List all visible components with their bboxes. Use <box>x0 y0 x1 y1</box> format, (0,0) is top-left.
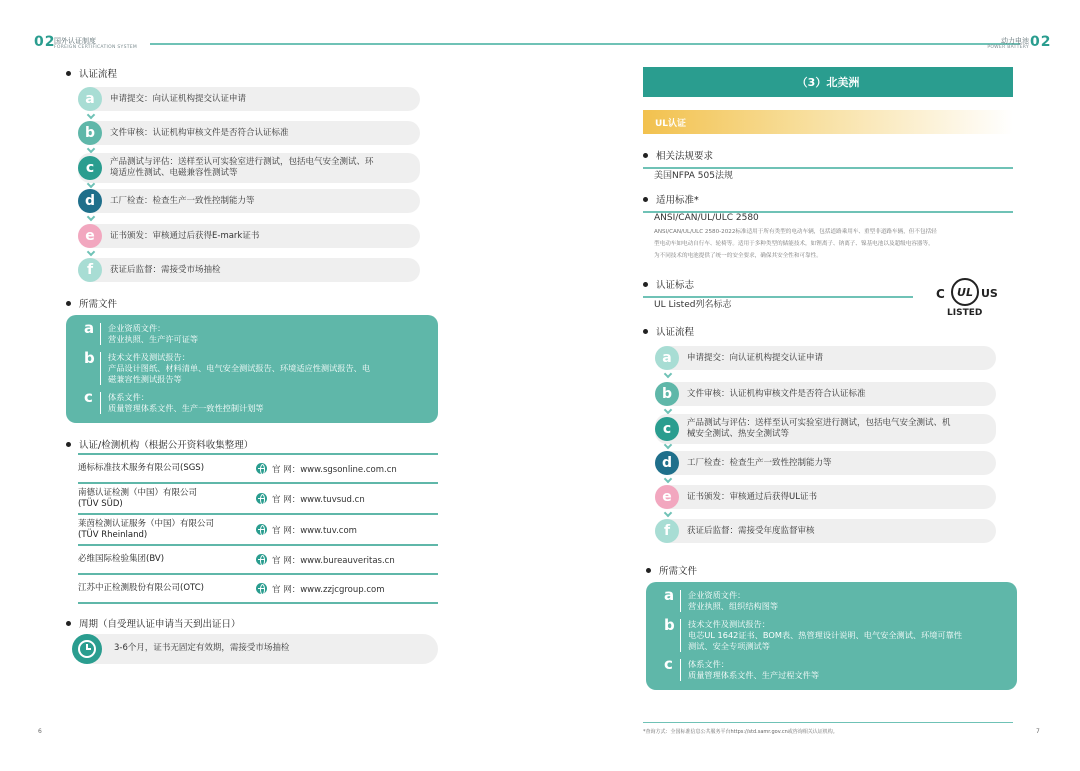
ul-section-bar <box>643 110 1013 134</box>
region-title: （3）北美洲 <box>643 67 1013 97</box>
std-desc-line3: 为不同技术的电池提供了统一的安全要求，确保其安全性和可靠性。 <box>654 253 822 259</box>
globe-icon <box>256 583 267 594</box>
org-name: 江苏中正检测股份有限公司(OTC) <box>78 583 204 593</box>
org-row <box>78 575 438 604</box>
left-step-d-text: 工厂检查：检查生产一致性控制能力等 <box>110 195 255 206</box>
left-step-f <box>78 258 420 282</box>
right-docs-title: 所需文件 <box>659 566 698 577</box>
org-row <box>78 546 438 575</box>
footer-rule <box>643 722 1013 723</box>
divider <box>100 392 101 414</box>
left-chapter-title: 国外认证制度 <box>54 37 96 45</box>
ul-section-title: UL认证 <box>655 119 687 129</box>
left-step-b-badge: b <box>78 121 102 145</box>
reg-text: 美国NFPA 505法规 <box>654 171 733 181</box>
right-doc-b-detail2: 测试、安全专项测试等 <box>688 641 770 651</box>
left-doc-c-title: 体系文件： <box>108 392 149 402</box>
left-doc-a-title: 企业资质文件： <box>108 323 166 333</box>
org-website[interactable]: 官 网：www.tuv.com <box>272 526 357 536</box>
std-desc-line1: ANSI/CAN/UL/ULC 2580-2022标准适用于所有类型的电动车辆，包括道路乘用车、重型非道路车辆，但不包括轻 <box>654 229 937 235</box>
left-step-a-text: 申请提交：向认证机构提交认证申请 <box>110 93 247 104</box>
logo-c: C <box>936 287 945 301</box>
divider <box>680 590 681 612</box>
period-box <box>78 634 438 664</box>
right-docs-heading <box>646 563 697 577</box>
org-name: 南德认证检测（中国）有限公司 <box>78 488 198 498</box>
left-chapter-subtitle: FOREIGN CERTIFICATION SYSTEM <box>54 45 138 50</box>
right-chapter-title: 动力电池 <box>1001 37 1029 45</box>
mark-title: 认证标志 <box>656 280 695 291</box>
right-step-a-text: 申请提交：向认证机构提交认证申请 <box>687 352 824 363</box>
right-step-e-badge: e <box>655 485 679 509</box>
right-step-d <box>655 451 996 475</box>
divider <box>680 659 681 681</box>
left-doc-b-letter: b <box>84 349 95 367</box>
org-name-en: (TÜV SÜD) <box>78 499 123 509</box>
left-step-e <box>78 224 420 248</box>
logo-us: US <box>981 287 998 300</box>
mark-heading <box>643 277 913 298</box>
right-step-c-text <box>687 418 951 440</box>
bullet-dot <box>646 568 651 573</box>
std-name: ANSI/CAN/UL/ULC 2580 <box>654 213 759 223</box>
left-step-e-text: 证书颁发：审核通过后获得E-mark证书 <box>110 230 260 241</box>
right-page-number: 7 <box>1036 728 1040 735</box>
right-step-c-line1: 产品测试与评估：送样至认可实验室进行测试，包括电气安全测试、机 <box>687 418 951 428</box>
left-doc-b-title: 技术文件及测试报告： <box>108 352 190 362</box>
org-name-en: (TÜV Rheinland) <box>78 530 148 540</box>
bullet-dot <box>643 197 648 202</box>
period-text: 3-6个月，证书无固定有效期，需接受市场抽检 <box>114 643 290 653</box>
right-step-a-badge: a <box>655 346 679 370</box>
right-doc-b-detail: 电芯UL 1642证书、BOM表、热管理设计说明、电气安全测试、环境可靠性 <box>688 630 963 640</box>
right-step-c-line2: 械安全测试、热安全测试等 <box>687 429 790 439</box>
chevron-down-icon <box>87 248 95 256</box>
bullet-dot <box>643 282 648 287</box>
left-step-c <box>78 153 420 183</box>
left-step-b <box>78 121 420 145</box>
org-website[interactable]: 官 网：www.tuvsud.cn <box>272 495 365 505</box>
clock-hand <box>86 644 91 650</box>
left-step-a-badge: a <box>78 87 102 111</box>
bullet-dot <box>66 301 71 306</box>
right-docs-box <box>646 582 1017 690</box>
right-step-f-text: 获证后监督：需接受年度监督审核 <box>687 525 815 536</box>
left-step-f-badge: f <box>78 258 102 282</box>
chevron-down-icon <box>87 111 95 119</box>
footnote: *查询方式：全国标准信息公共服务平台https://std.samr.gov.cn或咨询相关认证机构。 <box>643 729 838 735</box>
org-website[interactable]: 官 网：www.sgsonline.com.cn <box>272 465 397 475</box>
right-step-e-text: 证书颁发：审核通过后获得UL证书 <box>687 491 817 502</box>
left-page-number: 6 <box>38 728 42 735</box>
ul-listed-logo <box>934 276 1000 322</box>
right-chapter-subtitle: POWER BATTERY <box>987 45 1029 50</box>
right-step-b-badge: b <box>655 382 679 406</box>
left-step-c-text <box>110 157 374 179</box>
right-process-heading <box>643 324 694 338</box>
chevron-down-icon <box>664 509 672 517</box>
org-name: 必维国际检验集团(BV) <box>78 554 165 564</box>
left-docs-box <box>66 315 438 423</box>
chevron-down-icon <box>664 475 672 483</box>
right-step-f-badge: f <box>655 519 679 543</box>
left-doc-c-letter: c <box>84 388 93 406</box>
org-name: 通标标准技术服务有限公司(SGS) <box>78 463 205 473</box>
globe-icon <box>256 524 267 535</box>
right-step-b <box>655 382 996 406</box>
logo-listed: LISTED <box>947 308 983 318</box>
chevron-down-icon <box>87 213 95 221</box>
globe-icon <box>256 463 267 474</box>
left-doc-a-letter: a <box>84 319 95 337</box>
right-doc-a-detail: 营业执照、组织结构图等 <box>688 601 779 611</box>
left-step-d <box>78 189 420 213</box>
right-doc-c-title: 体系文件： <box>688 659 729 669</box>
org-row <box>78 484 438 515</box>
clock-icon <box>72 634 102 664</box>
right-step-e <box>655 485 996 509</box>
chevron-down-icon <box>664 370 672 378</box>
bullet-dot <box>643 153 648 158</box>
mark-text: UL Listed列名标志 <box>654 300 732 310</box>
left-step-e-badge: e <box>78 224 102 248</box>
left-doc-c-detail: 质量管理体系文件、生产一致性控制计划等 <box>108 403 264 413</box>
left-orgs-title: 认证/检测机构（根据公开资料收集整理） <box>79 440 254 451</box>
reg-heading <box>643 148 1013 169</box>
right-doc-a-letter: a <box>664 586 675 604</box>
right-doc-b-title: 技术文件及测试报告： <box>688 619 770 629</box>
left-doc-b-detail2: 磁兼容性测试报告等 <box>108 374 182 384</box>
left-period-heading <box>66 616 241 630</box>
left-doc-a-detail: 营业执照、生产许可证等 <box>108 334 199 344</box>
header-rule <box>150 43 1020 45</box>
left-step-b-text: 文件审核：认证机构审核文件是否符合认证标准 <box>110 127 289 138</box>
right-doc-c-detail: 质量管理体系文件、生产过程文件等 <box>688 670 820 680</box>
left-step-f-text: 获证后监督：需接受市场抽检 <box>110 264 221 275</box>
left-step-c-badge: c <box>78 156 102 180</box>
bullet-dot <box>643 329 648 334</box>
chevron-down-icon <box>664 406 672 414</box>
std-heading <box>643 192 1013 213</box>
left-step-c-line1: 产品测试与评估：送样至认可实验室进行测试，包括电气安全测试、环 <box>110 157 374 167</box>
left-step-a <box>78 87 420 111</box>
left-step-d-badge: d <box>78 189 102 213</box>
right-process-title: 认证流程 <box>656 327 695 338</box>
left-chapter-number: 02 <box>34 34 56 50</box>
right-chapter-number: 02 <box>1030 34 1052 50</box>
logo-ul: UL <box>951 278 979 306</box>
chevron-down-icon <box>87 145 95 153</box>
bullet-dot <box>66 621 71 626</box>
right-step-c <box>655 414 996 444</box>
right-step-f <box>655 519 996 543</box>
left-doc-b-detail: 产品设计图纸、材料清单、电气安全测试报告、环境适应性测试报告、电 <box>108 363 371 373</box>
bullet-dot <box>66 71 71 76</box>
org-website[interactable]: 官 网：www.bureauveritas.cn <box>272 556 395 566</box>
divider <box>680 619 681 652</box>
left-period-title: 周期（自受理认证申请当天到出证日） <box>79 619 241 630</box>
left-step-c-line2: 境适应性测试、电磁兼容性测试等 <box>110 168 238 178</box>
left-docs-heading <box>66 296 117 310</box>
globe-icon <box>256 554 267 565</box>
left-docs-title: 所需文件 <box>79 299 118 310</box>
right-step-c-badge: c <box>655 417 679 441</box>
org-name: 莱茵检测认证服务（中国）有限公司 <box>78 519 215 529</box>
org-website[interactable]: 官 网：www.zzjcgroup.com <box>272 585 385 595</box>
left-process-title: 认证流程 <box>79 69 118 80</box>
right-doc-a-title: 企业资质文件： <box>688 590 746 600</box>
org-row <box>78 515 438 546</box>
right-doc-c-letter: c <box>664 655 673 673</box>
org-row <box>78 455 438 484</box>
std-title: 适用标准* <box>656 195 699 206</box>
divider <box>100 323 101 345</box>
globe-icon <box>256 493 267 504</box>
bullet-dot <box>66 442 71 447</box>
divider <box>100 352 101 385</box>
right-step-d-badge: d <box>655 451 679 475</box>
right-doc-b-letter: b <box>664 616 675 634</box>
right-step-b-text: 文件审核：认证机构审核文件是否符合认证标准 <box>687 388 866 399</box>
right-step-a <box>655 346 996 370</box>
std-desc-line2: 型电动车如电动自行车、轮椅等。适用于多种类型的储能技术，如锂离子、钠离子、镍基电池以及超级电容器等， <box>654 241 934 247</box>
left-orgs-heading <box>66 437 253 451</box>
reg-title: 相关法规要求 <box>656 151 714 162</box>
left-process-heading <box>66 66 117 80</box>
right-step-d-text: 工厂检查：检查生产一致性控制能力等 <box>687 457 832 468</box>
